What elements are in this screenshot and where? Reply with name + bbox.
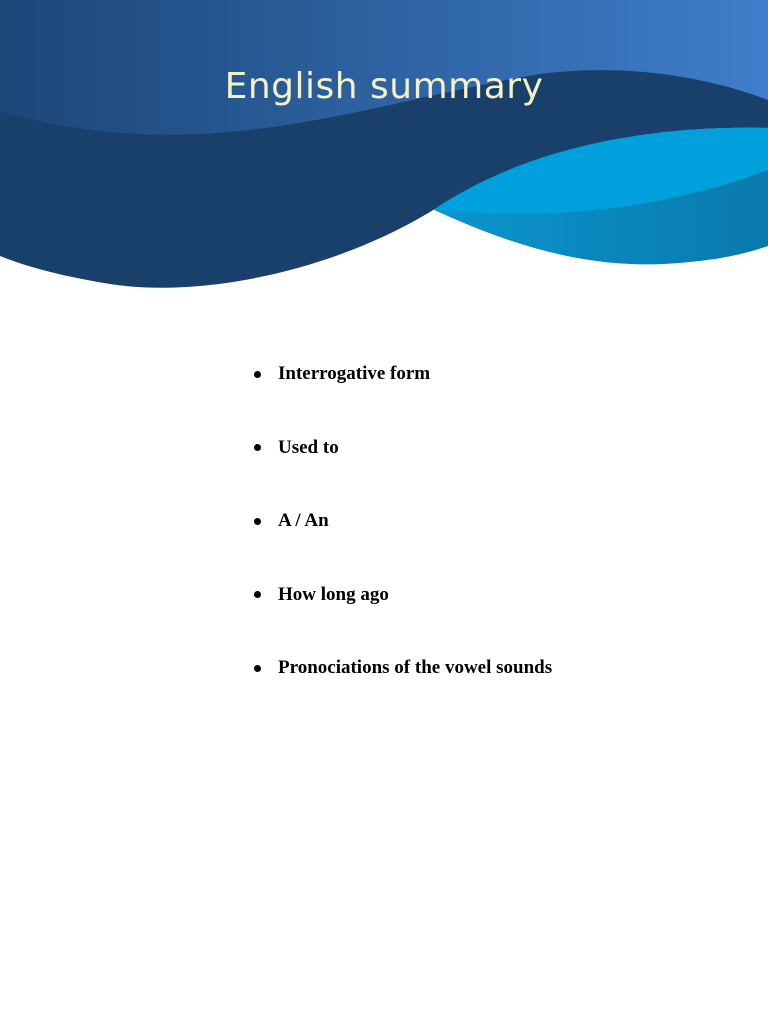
slide-title: English summary — [224, 66, 544, 107]
list-item — [254, 575, 734, 615]
bullet-dot — [254, 518, 261, 525]
list-item — [254, 648, 734, 688]
bullet-text: How long ago — [278, 583, 389, 605]
bullet-text: Interrogative form — [278, 363, 431, 384]
bullet-dot — [254, 444, 261, 451]
bullet-dot — [254, 591, 261, 598]
list-item — [254, 354, 734, 394]
bullet-text: Pronociations of the vowel sounds — [278, 657, 553, 678]
list-item — [254, 501, 734, 541]
list-item — [254, 428, 734, 468]
bullet-dot — [254, 371, 261, 378]
bullet-text: A / An — [278, 510, 329, 531]
bullet-list — [254, 354, 734, 722]
bullet-dot — [254, 665, 261, 672]
bullet-text: Used to — [278, 436, 339, 458]
header-wave-graphic — [0, 0, 768, 300]
